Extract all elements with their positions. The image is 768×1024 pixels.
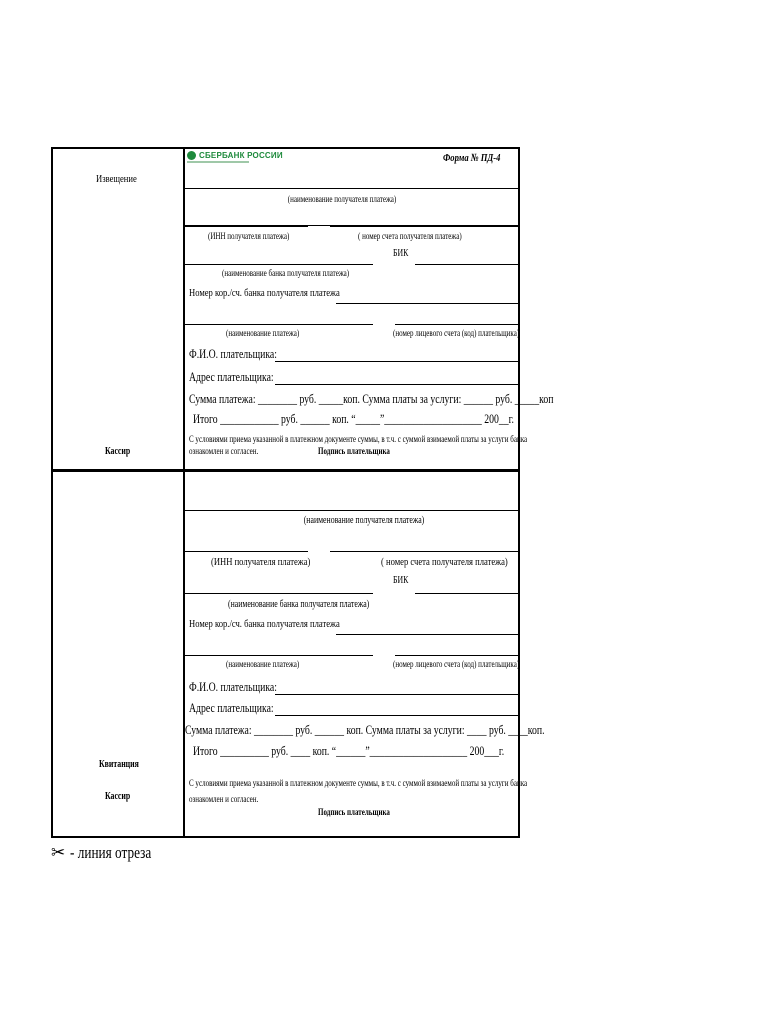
notice-personal-account-caption: (номер лицевого счета (код) плательщика): [393, 328, 520, 338]
receipt-total-line: Итого __________ руб. ____ коп. “______”____________________ 200___г.: [193, 744, 505, 758]
notice-address-label: Адрес плательщика:: [189, 370, 274, 384]
receipt-inn-caption: (ИНН получателя платежа): [211, 556, 311, 568]
receipt-payment-name-line: [185, 655, 373, 656]
receipt-fio-line: [275, 694, 520, 695]
receipt-personal-account-line: [395, 655, 520, 656]
form-title: Форма № ПД-4: [443, 152, 501, 164]
notice-fio-line: [275, 361, 520, 362]
cut-line-label: - линия отреза: [69, 843, 151, 862]
notice-personal-account-line: [395, 324, 520, 325]
notice-receipt-separator: [51, 469, 520, 472]
notice-account-line: [330, 226, 520, 227]
sberbank-logo-text: СБЕРБАНК РОССИИ: [199, 151, 283, 160]
receipt-address-label: Адрес плательщика:: [189, 701, 274, 715]
notice-bik-label: БИК: [393, 248, 409, 259]
receipt-address-line: [275, 715, 520, 716]
notice-bank-line: [185, 264, 373, 265]
receipt-bank-caption: (наименование банка получателя платежа): [228, 599, 370, 610]
receipt-top-line: [185, 510, 520, 511]
receipt-consent-line2: ознакомлен и согласен.: [189, 794, 259, 804]
notice-bank-caption: (наименование банка получателя платежа): [222, 268, 350, 278]
receipt-personal-account-caption: (номер лицевого счета (код) плательщика): [393, 659, 520, 669]
receipt-inn-line: [185, 551, 308, 552]
notice-signature-label: Подпись плательщика: [318, 446, 390, 456]
receipt-corr-account-line: [336, 634, 520, 635]
receipt-recipient-caption: (наименование получателя платежа): [303, 515, 425, 526]
receipt-fio-label: Ф.И.О. плательщика:: [189, 680, 277, 694]
sberbank-logo-icon: [187, 151, 196, 160]
receipt-consent-line1: С условиями приема указанной в платежном документе суммы, в т.ч. с суммой взимаемой платы за услуги банка: [189, 778, 528, 788]
receipt-account-caption: ( номер счета получателя платежа): [381, 556, 508, 568]
receipt-bik-line: [415, 593, 520, 594]
receipt-payment-name-caption: (наименование платежа): [226, 659, 300, 669]
notice-address-line: [275, 384, 520, 385]
receipt-corr-account-label: Номер кор./сч. банка получателя платежа: [189, 618, 340, 630]
notice-corr-account-label: Номер кор./сч. банка получателя платежа: [189, 287, 340, 299]
receipt-bik-label: БИК: [393, 575, 409, 586]
receipt-sum-line: Сумма платежа: ________ руб. ______ коп. Сумма платы за услуги: ____ руб. ____коп.: [185, 723, 545, 737]
logo-underline: [187, 161, 249, 163]
scissors-icon: ✂: [51, 843, 66, 862]
notice-total-line: Итого ____________ руб. ______ коп. “_____”____________________ 200__г.: [193, 412, 514, 426]
notice-corr-account-line: [336, 303, 520, 304]
receipt-account-line: [330, 551, 520, 552]
notice-sum-line: Сумма платежа: ________ руб. _____коп. Сумма платы за услуги: ______ руб. _____коп: [189, 392, 554, 406]
sberbank-logo: [187, 151, 283, 160]
notice-inn-caption: (ИНН получателя платежа): [208, 231, 290, 241]
receipt-signature-label: Подпись плательщика: [318, 807, 390, 817]
notice-top-line: [185, 188, 520, 189]
notice-inn-line: [185, 226, 308, 227]
notice-consent-line2: ознакомлен и согласен.: [189, 446, 259, 456]
notice-cashier-label: Кассир: [105, 446, 131, 457]
notice-payment-name-line: [185, 324, 373, 325]
receipt-bank-line: [185, 593, 373, 594]
cut-line-note: [51, 843, 174, 863]
notice-payment-name-caption: (наименование платежа): [226, 328, 300, 338]
notice-consent-line1: С условиями приема указанной в платежном документе суммы, в т.ч. с суммой взимаемой платы за услуги банка: [189, 434, 528, 444]
notice-recipient-caption: (наименование получателя платежа): [287, 194, 397, 204]
receipt-title: Квитанция: [99, 759, 139, 770]
notice-bik-line: [415, 264, 520, 265]
notice-title: Извещение: [96, 173, 137, 185]
notice-fio-label: Ф.И.О. плательщика:: [189, 347, 277, 361]
notice-account-caption: ( номер счета получателя платежа): [358, 231, 462, 241]
receipt-cashier-label: Кассир: [105, 791, 131, 802]
